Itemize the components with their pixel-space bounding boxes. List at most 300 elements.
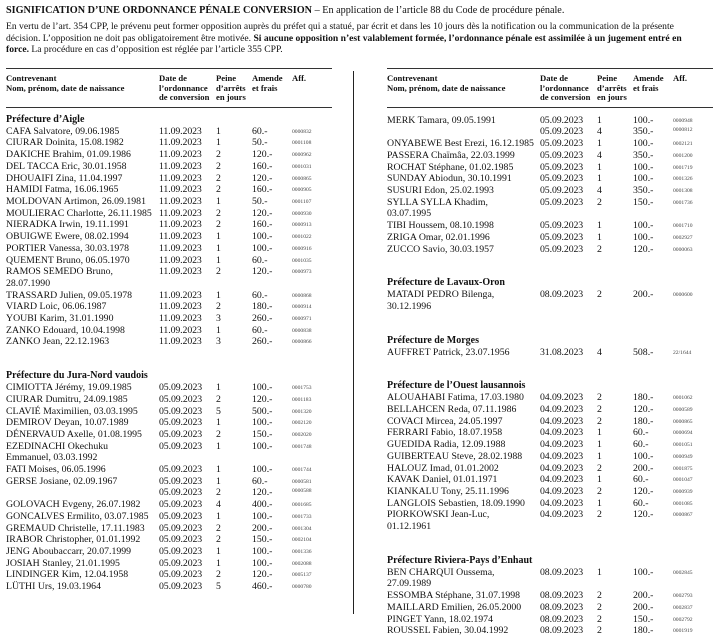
offender-name-value: 01.12.1961 <box>387 521 432 533</box>
order-date-value: 05.09.2023 <box>159 487 203 499</box>
order-date <box>159 255 216 267</box>
order-date <box>159 301 216 313</box>
offender-name <box>387 590 540 602</box>
case-number <box>292 394 332 406</box>
fine-amount <box>633 427 673 439</box>
offender-name <box>387 197 540 220</box>
order-date <box>540 463 597 475</box>
fine-amount <box>252 394 292 406</box>
detention-days <box>216 394 252 406</box>
detention-days-value: 1 <box>597 220 602 232</box>
table-row <box>387 392 713 404</box>
detention-days-value: 1 <box>597 566 602 578</box>
offender-name-value: KAVAK Daniel, 01.01.1971 <box>387 474 498 486</box>
fine-amount <box>633 463 673 475</box>
table-row <box>6 137 332 149</box>
detention-days <box>216 173 252 185</box>
case-number <box>673 244 713 256</box>
fine-amount <box>633 625 673 637</box>
detention-days <box>216 149 252 161</box>
table-row <box>6 290 332 302</box>
case-number <box>292 255 332 267</box>
case-number <box>292 173 332 185</box>
order-date <box>540 486 597 498</box>
table-row <box>6 499 332 511</box>
case-number-value: 0000832 <box>292 128 312 135</box>
table-row <box>6 255 332 267</box>
fine-amount <box>633 289 673 312</box>
table-row <box>6 417 332 429</box>
fine-amount-value: 100.- <box>252 231 273 243</box>
case-number <box>292 243 332 255</box>
offender-name <box>387 173 540 185</box>
fine-amount <box>633 451 673 463</box>
offender-name-value: CLAVIÉ Maximilien, 03.03.1995 <box>6 405 138 417</box>
section-ouest <box>387 392 713 532</box>
offender-name-value: MATADI PEDRO Bilenga, <box>387 289 495 301</box>
fine-amount-value: 100.- <box>252 557 273 569</box>
table-row <box>387 439 713 451</box>
fine-amount <box>633 404 673 416</box>
case-number <box>673 498 713 510</box>
case-number <box>673 138 713 150</box>
case-number-value: 0000866 <box>292 339 312 346</box>
offender-name <box>387 625 540 637</box>
case-number <box>292 137 332 149</box>
case-number-value: 0000581 <box>292 478 312 485</box>
fine-amount <box>252 137 292 149</box>
order-date-value: 11.09.2023 <box>159 313 202 325</box>
detention-days-value: 2 <box>597 415 602 427</box>
order-date <box>159 149 216 161</box>
header-peine: Peine d’arrêts en jours <box>597 73 627 103</box>
order-date-value: 05.09.2023 <box>540 114 584 126</box>
fine-amount <box>633 197 673 220</box>
detention-days-value: 1 <box>216 137 221 149</box>
detention-days <box>216 255 252 267</box>
detention-days-value: 1 <box>216 231 221 243</box>
detention-days-value: 1 <box>597 450 602 462</box>
order-date <box>159 429 216 441</box>
section-title-lavaux: Préfecture de Lavaux-Oron <box>387 277 505 289</box>
table-row <box>6 394 332 406</box>
offender-name-value: OBUIGWE Ewere, 08.02.1994 <box>6 231 129 243</box>
order-date-value: 04.09.2023 <box>540 474 584 486</box>
offender-name <box>387 392 540 404</box>
offender-name <box>387 244 540 256</box>
order-date-value: 31.08.2023 <box>540 346 584 358</box>
offender-name-value: SYLLA SYLLA Khadim, <box>387 196 488 208</box>
offender-name-value: FATI Moises, 06.05.1996 <box>6 464 106 476</box>
order-date <box>540 150 597 162</box>
fine-amount-value: 160.- <box>252 184 273 196</box>
fine-amount <box>252 429 292 441</box>
offender-name <box>387 185 540 197</box>
order-date-value: 11.09.2023 <box>159 184 202 196</box>
fine-amount-value: 60.- <box>252 289 268 301</box>
section-title-morges: Préfecture de Morges <box>387 334 479 346</box>
order-date-value: 04.09.2023 <box>540 427 584 439</box>
offender-name-value: PORTIER Vanessa, 30.03.1978 <box>6 242 130 254</box>
offender-name <box>387 486 540 498</box>
offender-name-value: JOSIAH Stanley, 21.01.1995 <box>6 557 120 569</box>
offender-name <box>6 336 159 348</box>
table-row <box>387 590 713 602</box>
case-number <box>292 429 332 441</box>
detention-days <box>597 173 633 185</box>
table-row <box>387 232 713 244</box>
order-date-value: 05.09.2023 <box>159 557 203 569</box>
offender-name-value: ZANKO Jean, 22.12.1963 <box>6 336 110 348</box>
fine-amount <box>252 290 292 302</box>
fine-amount-value: 160.- <box>252 219 273 231</box>
fine-amount-value: 50.- <box>252 137 268 149</box>
offender-name <box>6 523 159 535</box>
order-date <box>540 197 597 220</box>
table-row <box>387 498 713 510</box>
order-date <box>159 161 216 173</box>
case-number-value: 0005137 <box>292 572 312 579</box>
offender-name-value: 28.07.1990 <box>6 277 51 289</box>
case-number <box>292 313 332 325</box>
table-row <box>387 173 713 185</box>
table-row <box>6 325 332 337</box>
case-number-value: 0001320 <box>292 408 312 415</box>
offender-name <box>6 313 159 325</box>
offender-name-value: LANGLOIS Sebastien, 18.09.1990 <box>387 497 525 509</box>
case-number-value: 0000589 <box>673 407 693 414</box>
offender-name <box>387 474 540 486</box>
table-row <box>6 184 332 196</box>
fine-amount-value: 60.- <box>633 427 649 439</box>
detention-days-value: 3 <box>216 313 221 325</box>
intro-end-text: La procédure en cas d’opposition est réglée par l’article 355 CPP. <box>29 44 283 56</box>
case-number <box>292 231 332 243</box>
right-column <box>387 68 713 637</box>
detention-days-value: 1 <box>597 427 602 439</box>
offender-name-value: FERRARI Fabio, 18.07.1958 <box>387 427 503 439</box>
order-date-value: 11.09.2023 <box>159 172 202 184</box>
offender-name-value: QUEMENT Bruno, 06.05.1970 <box>6 254 130 266</box>
detention-days-value: 1 <box>216 557 221 569</box>
fine-amount <box>633 509 673 532</box>
header-aff: Aff. <box>292 73 307 83</box>
order-date <box>540 115 597 138</box>
detention-days-value: 2 <box>597 243 602 255</box>
detention-days-value: 1 <box>216 382 221 394</box>
offender-name-value: MOULIERAC Charlotte, 26.11.1985 <box>6 207 152 219</box>
case-number-value: 0000939 <box>673 488 693 495</box>
detention-days <box>597 404 633 416</box>
fine-amount <box>252 406 292 418</box>
fine-amount <box>633 232 673 244</box>
case-number-value: 0000063 <box>673 246 693 253</box>
detention-days-value: 2 <box>597 509 602 521</box>
offender-name-value: PASSERA Chaïmâa, 22.03.1999 <box>387 149 515 161</box>
order-date <box>159 336 216 348</box>
detention-days <box>216 313 252 325</box>
detention-days <box>216 126 252 138</box>
table-row <box>6 149 332 161</box>
detention-days <box>216 429 252 441</box>
offender-name <box>387 150 540 162</box>
order-date-value: 05.09.2023 <box>540 243 584 255</box>
case-number <box>673 150 713 162</box>
case-number-value: 0001183 <box>292 396 312 403</box>
offender-name-value: DHOUAIFI Zina, 11.04.1997 <box>6 172 123 184</box>
offender-name <box>387 602 540 614</box>
order-date-value: 08.09.2023 <box>540 590 584 602</box>
order-date-value: 05.09.2023 <box>159 522 203 534</box>
fine-amount <box>633 567 673 590</box>
detention-days <box>216 184 252 196</box>
case-number-value: 0000865 <box>673 418 693 425</box>
offender-name <box>387 404 540 416</box>
fine-amount-value: 200.- <box>633 601 654 613</box>
detention-days-value: 3 <box>216 336 221 348</box>
detention-days <box>216 441 252 464</box>
order-date <box>159 219 216 231</box>
fine-amount-value: 120.- <box>252 172 273 184</box>
order-date <box>540 289 597 312</box>
fine-amount <box>252 255 292 267</box>
detention-days <box>597 451 633 463</box>
offender-name-value: COVACI Mircea, 24.05.1997 <box>387 415 503 427</box>
offender-name-value: DEL TACCA Eric, 30.01.1958 <box>6 160 127 172</box>
case-number-value: 0001022 <box>292 234 312 241</box>
detention-days-value: 2 <box>216 534 221 546</box>
fine-amount-value: 180.- <box>252 301 273 313</box>
order-date-value: 08.09.2023 <box>540 289 584 301</box>
table-row <box>6 546 332 558</box>
order-date <box>159 313 216 325</box>
detention-days-value: 1 <box>597 138 602 150</box>
detention-days-value: 1 <box>597 497 602 509</box>
case-number <box>292 301 332 313</box>
offender-name <box>6 231 159 243</box>
detention-days <box>216 558 252 570</box>
fine-amount <box>252 301 292 313</box>
case-number <box>673 509 713 532</box>
case-number <box>292 336 332 348</box>
case-number-value: 0000905 <box>292 187 312 194</box>
detention-days-value: 2 <box>597 625 602 637</box>
case-number <box>292 219 332 231</box>
offender-name-value: PIORKOWSKI Jean-Luc, <box>387 509 490 521</box>
detention-days <box>216 231 252 243</box>
offender-name-value: VIARD Loic, 06.06.1987 <box>6 301 107 313</box>
case-number-value: 0001919 <box>673 628 693 635</box>
table-row <box>6 219 332 231</box>
detention-days <box>216 499 252 511</box>
fine-amount-value: 60.- <box>252 254 268 266</box>
order-date-value: 04.09.2023 <box>540 392 584 404</box>
detention-days-value: 1 <box>597 173 602 185</box>
case-number <box>292 558 332 570</box>
table-row <box>387 602 713 614</box>
order-date <box>159 476 216 499</box>
section-riviera <box>387 567 713 637</box>
case-number-value: 0001744 <box>292 467 312 474</box>
detention-days <box>597 150 633 162</box>
case-number-value: 0001108 <box>292 140 312 147</box>
order-date <box>159 499 216 511</box>
offender-name-value: LÜTHI Urs, 19.03.1964 <box>6 581 101 593</box>
detention-days <box>597 427 633 439</box>
detention-days-value: 2 <box>216 301 221 313</box>
detention-days <box>216 406 252 418</box>
fine-amount-value: 160.- <box>252 160 273 172</box>
fine-amount-value: 100.- <box>252 545 273 557</box>
offender-name-value: IRABOR Christopher, 01.01.1992 <box>6 534 141 546</box>
order-date <box>159 382 216 394</box>
fine-amount-value: 150.- <box>252 428 273 440</box>
fine-amount <box>252 325 292 337</box>
fine-amount-value: 100.- <box>633 450 654 462</box>
detention-days-value: 1 <box>216 125 221 137</box>
section-morges <box>387 347 713 359</box>
offender-name-value: TIBI Houssem, 08.10.1998 <box>387 220 494 232</box>
detention-days <box>597 244 633 256</box>
case-number <box>292 208 332 220</box>
order-date <box>159 137 216 149</box>
offender-name-value: PINGET Yann, 18.02.1974 <box>387 613 493 625</box>
offender-name-value: 03.07.1995 <box>387 208 432 220</box>
order-date-value: 11.09.2023 <box>159 137 202 149</box>
offender-name <box>6 382 159 394</box>
offender-name-value: ZRIGA Omar, 02.01.1996 <box>387 231 490 243</box>
order-date-value: 11.09.2023 <box>159 289 202 301</box>
offender-name-value: RAMOS SEMEDO Bruno, <box>6 266 113 278</box>
detention-days-value: 2 <box>216 428 221 440</box>
detention-days-value: 4 <box>597 126 602 138</box>
detention-days-value: 4 <box>597 185 602 196</box>
detention-days <box>216 196 252 208</box>
detention-days <box>597 567 633 590</box>
case-number-value: 0002088 <box>292 560 312 567</box>
order-date-value: 04.09.2023 <box>540 439 584 451</box>
offender-name-value: GUIBERTEAU Steve, 28.02.1988 <box>387 450 523 462</box>
table-row <box>387 244 713 256</box>
case-number <box>673 474 713 486</box>
fine-amount-value: 100.- <box>252 510 273 522</box>
case-number <box>292 569 332 581</box>
order-date-value: 05.09.2023 <box>159 382 203 394</box>
offender-name <box>6 196 159 208</box>
order-date <box>540 625 597 637</box>
case-number <box>673 115 713 138</box>
detention-days-value: 1 <box>216 196 221 207</box>
case-number-value: 0001326 <box>673 176 693 183</box>
case-number <box>673 197 713 220</box>
order-date-value: 04.09.2023 <box>540 509 584 521</box>
fine-amount-value: 60.- <box>252 324 268 336</box>
order-date <box>540 392 597 404</box>
fine-amount <box>633 614 673 626</box>
case-number <box>673 347 713 359</box>
offender-name-value: ROUSSEL Fabien, 30.04.1992 <box>387 625 509 637</box>
fine-amount-value: 350.- <box>633 185 654 196</box>
fine-amount-value: 100.- <box>633 161 654 173</box>
detention-days-value: 2 <box>216 207 221 219</box>
order-date <box>159 173 216 185</box>
detention-days-value: 2 <box>216 266 221 278</box>
offender-name-value: BEN CHARQUI Oussema, <box>387 566 495 578</box>
fine-amount-value: 180.- <box>633 625 654 637</box>
case-number <box>292 290 332 302</box>
intro-text: En vertu de l’art. 354 CPP, le prévenu peut former opposition auprès du préfet qui a statué, par écrit et dans les 10 jours dès la notification ou la communication de la présente décision. L’opposition ne doit pas obligatoirement être motivée. <box>6 21 674 44</box>
offender-name-value: DÉNERVAUD Axelle, 01.08.1995 <box>6 428 142 440</box>
offender-name-value: 30.12.1996 <box>387 300 432 312</box>
fine-amount <box>252 441 292 464</box>
fine-amount-value: 100.- <box>252 440 273 452</box>
case-number <box>292 417 332 429</box>
order-date <box>159 394 216 406</box>
offender-name <box>6 243 159 255</box>
table-row <box>387 427 713 439</box>
fine-amount-value: 400.- <box>252 499 273 511</box>
fine-amount-value: 100.- <box>633 114 654 126</box>
detention-days <box>216 476 252 499</box>
case-number <box>292 546 332 558</box>
fine-amount <box>252 581 292 593</box>
offender-name-value: GUEDIDA Radia, 12.09.1988 <box>387 439 506 451</box>
table-row <box>387 220 713 232</box>
table-row <box>6 173 332 185</box>
case-number <box>673 439 713 451</box>
offender-name <box>6 255 159 267</box>
table-row <box>387 509 713 532</box>
offender-name-value: HALOUZ Imad, 01.01.2002 <box>387 462 499 474</box>
case-number-value: 0001035 <box>292 257 312 264</box>
offender-name <box>6 511 159 523</box>
table-row <box>387 614 713 626</box>
case-number-value: 0000914 <box>292 304 312 311</box>
case-number-value: 0000812 <box>673 127 693 134</box>
case-number-value: 0002104 <box>292 537 312 544</box>
fine-amount-value: 260.- <box>252 336 273 348</box>
offender-name-value: ESSOMBA Stéphane, 31.07.1998 <box>387 590 521 602</box>
offender-name <box>387 427 540 439</box>
offender-name <box>387 232 540 244</box>
order-date-value: 08.09.2023 <box>540 625 584 637</box>
header-contrevenant: Contrevenant Nom, prénom, date de naissance <box>6 73 125 93</box>
case-number-value: 22/1644 <box>673 349 692 356</box>
fine-amount-value: 120.- <box>252 149 273 161</box>
header-peine: Peine d’arrêts en jours <box>216 73 246 103</box>
order-date <box>159 464 216 476</box>
offender-name-value: CIMIOTTA Jérémy, 19.09.1985 <box>6 382 132 394</box>
order-date-value: 05.09.2023 <box>159 545 203 557</box>
offender-name <box>387 509 540 532</box>
detention-days <box>216 219 252 231</box>
detention-days-value: 2 <box>216 160 221 172</box>
detention-days <box>597 474 633 486</box>
order-date <box>159 558 216 570</box>
case-number-value: 0000694 <box>673 430 693 437</box>
fine-amount-value: 200.- <box>633 289 654 301</box>
detention-days-value: 1 <box>216 440 221 452</box>
section-title-ouest: Préfecture de l’Ouest lausannois <box>387 380 526 392</box>
detention-days <box>597 625 633 637</box>
fine-amount-value: 100.- <box>633 173 654 185</box>
case-number-value: 0001710 <box>673 223 693 230</box>
order-date-value: 11.09.2023 <box>159 324 202 336</box>
case-number <box>673 220 713 232</box>
detention-days <box>597 138 633 150</box>
case-number <box>673 392 713 404</box>
fine-amount-value: 200.- <box>633 590 654 602</box>
